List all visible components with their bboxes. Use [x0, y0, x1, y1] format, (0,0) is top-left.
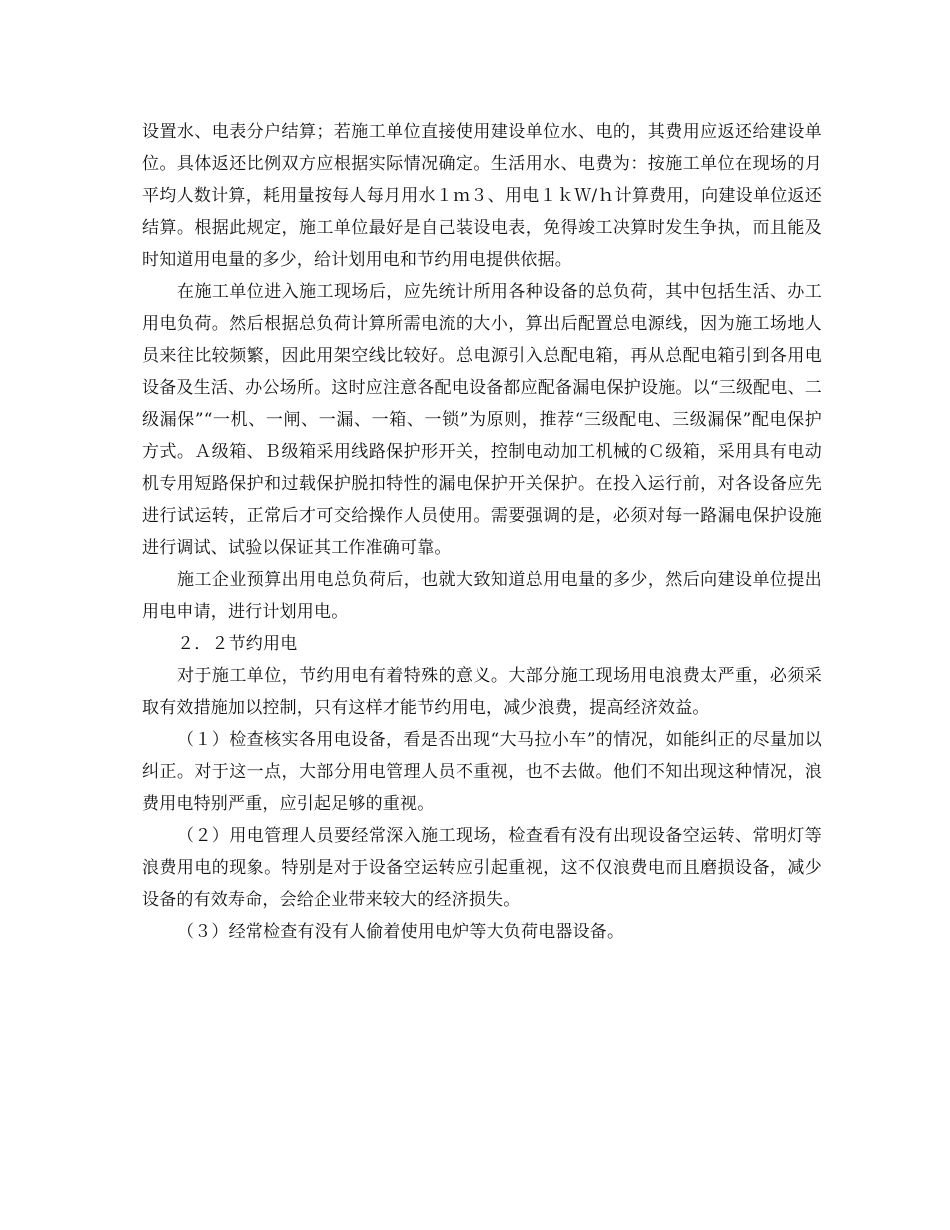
paragraph-4: 对于施工单位，节约用电有着特殊的意义。大部分施工现场用电浪费太严重，必须采取有效措施加以控制，只有这样才能节约用电，减少浪费，提高经济效益。 — [142, 666, 822, 718]
paragraph-1: 设置水、电表分户结算；若施工单位直接使用建设单位水、电的，其费用应返还给建设单位。具体返还比例双方应根据实际情况确定。生活用水、电费为：按施工单位在现场的月平均人数计算，耗用量按每人每月用水１ｍ３、用电１ｋＷ/ｈ计算费用，向建设单位返还结算。根据此规定，施工单位最好是自己装设电表，免得竣工决算时发生争执，而且能及时知道用电量的多少，给计划用电和节约用电提供依据。 — [142, 122, 822, 270]
section-heading: ２．２节约用电 — [177, 634, 298, 654]
paragraph-2: 在施工单位进入施工现场后，应先统计所用各种设备的总负荷，其中包括生活、办工用电负荷。然后根据总负荷计算所需电流的大小，算出后配置总电源线，因为施工场地人员来往比较频繁，因此用架空线比较好。总电源引入总配电箱，再从总配电箱引到各用电设备及生活、办公场所。这时应注意各配电设备都应配备漏电保护设施。以“三级配电、二级漏保”“一机、一闸、一漏、一箱、一锁”为原则，推荐“三级配电、三级漏保”配电保护方式。Ａ级箱、Ｂ级箱采用线路保护形开关，控制电动加工机械的Ｃ级箱，采用具有电动机专用短路保护和过载保护脱扣特性的漏电保护开关保护。在投入运行前，对各设备应先进行试运转，正常后才可交给操作人员使用。需要强调的是，必须对每一路漏电保护设施进行调试、试验以保证其工作准确可靠。 — [142, 282, 822, 558]
list-item-2: （２）用电管理人员要经常深入施工现场，检查看有没有出现设备空运转、常明灯等浪费用电的现象。特别是对于设备空运转应引起重视，这不仅浪费电而且磨损设备，减少设备的有效寿命，会给企业带来较大的经济损失。 — [142, 826, 822, 910]
paragraph-3: 施工企业预算出用电总负荷后，也就大致知道总用电量的多少，然后向建设单位提出用电申请，进行计划用电。 — [142, 570, 822, 622]
list-item-3: （３）经常检查有没有人偷着使用电炉等大负荷电器设备。 — [177, 922, 625, 942]
list-item-1: （１）检查核实各用电设备，看是否出现“大马拉小车”的情况，如能纠正的尽量加以纠正。对于这一点，大部分用电管理人员不重视，也不去做。他们不知出现这种情况，浪费用电特别严重，应引起足够的重视。 — [142, 730, 822, 814]
document-body — [142, 116, 822, 948]
